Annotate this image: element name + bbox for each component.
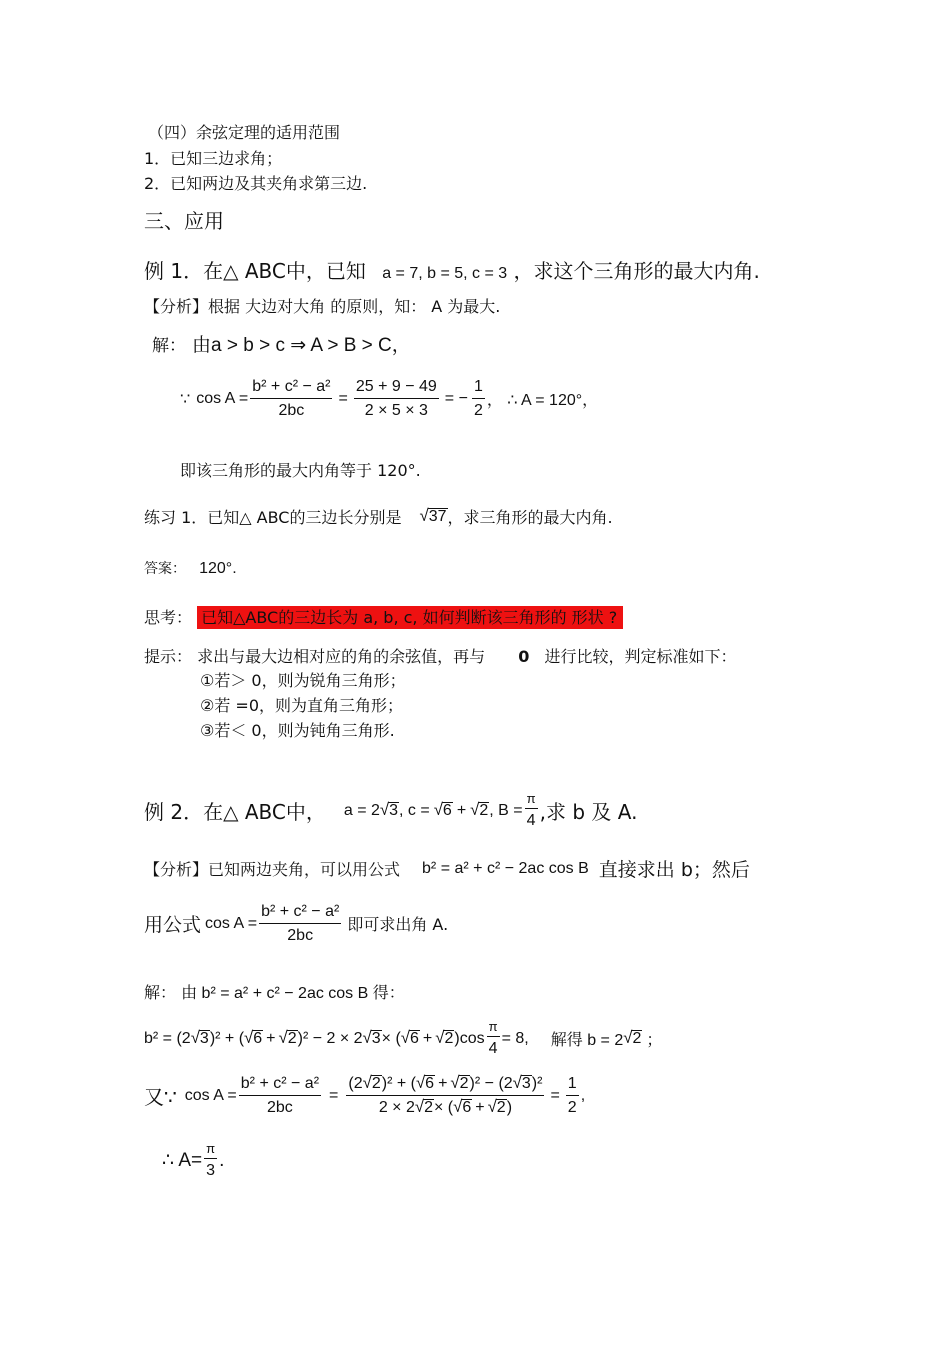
sol2-text: 由 b² = a² + c² − 2ac cos B 得： [181,985,405,1002]
example2-b-squared [144,1020,662,1058]
b2-fraction-pi-4: $\frac{\pi}{4}$ [488,1019,498,1058]
example2-solution-intro [144,980,405,1003]
solution-prefix: 解： [152,336,186,356]
b2-plus1: + [266,1029,276,1047]
half-end: , [580,1086,586,1104]
think-label: 思考： [144,608,193,627]
exercise1-label: 练习 1．已知△ ABC的三边长分别是 [144,508,402,527]
fraction-half-num: 1 [472,378,485,399]
big-eq: = [329,1086,339,1104]
b2-end: ； [646,1032,663,1050]
analysis2-formula: b² = a² + c² − 2ac cos B [422,859,589,877]
b2-mid3: × ( [381,1029,401,1047]
b2-eq: = 8, [501,1029,529,1047]
fraction-law-den: 2bc [278,401,305,419]
b2-mid2: )² − 2 × 2 [297,1029,363,1047]
use-tail: 即可求出角 A. [347,915,449,935]
example2-final [162,1142,224,1180]
sqrt-37: √ 37 [419,505,447,525]
section-apply-title: 三、应用 [144,209,224,233]
example1-analysis [144,294,500,317]
ex2-ask: ,求 b 及 A. [539,800,638,825]
final-prefix: ∴ A= [162,1150,203,1172]
exercise1-question: ，求三角形的最大内角. [447,508,613,527]
example1-label: 例 1．在△ ABC中，已知 [144,259,366,283]
equals-1: = [338,389,348,407]
sol2-label: 解： [144,983,177,1002]
because-symbol: ∵ [180,390,191,408]
b2-sqrt-2-a: √ 2 [278,1028,297,1048]
analysis2-text: 已知两边夹角，可以用公式 [208,860,401,879]
exercise1-line [144,505,613,528]
sqrt-2: √ 2 [470,800,489,820]
big-fraction-den: 2 × 2 √ 2 × ( √ 6 + √ 2 ) [378,1096,513,1116]
fraction-pi-4: $\frac{\pi}{4}$ [526,791,536,830]
ex2-b-part: , B = [489,801,523,819]
big-fraction-num: (2 √ 2 )² + ( √ 6 + √ 2 )² − (2 √ 3 )² [346,1075,544,1096]
think-line [144,605,623,628]
sqrt-6: √ 6 [433,800,452,820]
ex2-c-part: , c = [399,801,430,819]
hint-label: 提示： [144,647,193,666]
b2-sqrt-6-b: √ 6 [400,1028,419,1048]
ex2-plus: + [456,801,467,819]
big-fraction [346,1075,544,1117]
final-end: . [219,1149,225,1171]
fraction-law-num: b² + c² − a² [250,378,332,399]
example1-cos-formula [180,378,598,419]
example1-conclusion: 即该三角形的最大内角等于 120°. [180,461,421,480]
b2-sqrt-6-a: √ 6 [244,1028,263,1048]
example1-question: ，求这个三角形的最大内角. [513,259,760,283]
hint-zero: 0 [518,647,530,666]
analysis-text: 根据 大边对大角 的原则，知： A 为最大. [208,297,501,316]
analysis-tag: 【分析】 [144,297,209,316]
half-fraction: $\frac{1}{2}$ [567,1075,577,1116]
example1-solution [152,330,411,357]
fraction-use: $\frac{\text{b² + c² − a²}}{2bc}$ [261,903,340,944]
example2-analysis [144,855,750,882]
criterion-right: ②若 =0，则为直角三角形； [200,696,404,715]
analysis2-tail: 直接求出 b；然后 [598,859,750,881]
example1-line [144,255,760,284]
therefore-result: ， ∴ A = 120°， [486,392,599,410]
think-highlight: 已知△ABC的三边长为 a, b, c, 如何判断该三角形的 形状 ? [197,606,623,629]
ex2-a-part: a = 2 [343,801,380,819]
use-cos: cos A = [205,914,258,932]
answer-value: 120°. [199,560,237,577]
b2-solve: 解得 b = 2 [550,1032,624,1050]
example2-cosA-line [144,1075,585,1117]
b2-sqrt-3-a: √ 3 [190,1028,209,1048]
b2-sqrt-2-b: √ 2 [435,1028,454,1048]
use-prefix: 用公式 [144,914,202,937]
b2-plus2: + [422,1029,433,1047]
analysis2-tag: 【分析】 [144,860,209,879]
cosA-label: cos A = [196,389,249,407]
section-scope-title: （四）余弦定理的适用范围 [148,123,341,142]
fraction-law [250,378,332,419]
example2-use-formula [144,903,448,944]
b2-lhs: b² = (2 [144,1029,191,1047]
solution-step: 由a > b > c ⇒ A > B > C， [192,335,411,356]
exercise1-answer [144,558,237,578]
b2-sqrt-2-c: √ 2 [623,1028,642,1048]
final-fraction: $\frac{\pi}{3}$ [206,1141,216,1180]
b2-mid1: )² + ( [209,1029,245,1047]
b2-cos: )cos [454,1029,485,1047]
criterion-acute: ①若＞ 0，则为锐角三角形； [200,671,406,690]
fraction-values-num: 25 + 9 − 49 [354,378,439,399]
again-fraction: $\frac{\text{b² + c² − a²}}{2bc}$ [240,1075,320,1116]
equals-2: = − [444,389,468,407]
example1-condition: a = 7, b = 5, c = 3 [382,265,508,282]
half-eq: = [550,1086,560,1104]
example2-label: 例 2．在△ ABC中， [144,800,326,825]
hint-line [144,644,736,667]
b2-sqrt-3-b: √ 3 [362,1028,381,1048]
scope-item-1: 1．已知三边求角； [144,149,283,168]
hint-text-b: 进行比较，判定标准如下： [544,647,737,666]
fraction-values-den: 2 × 5 × 3 [364,401,428,419]
again-cos: cos A = [184,1086,237,1104]
hint-text-a: 求出与最大边相对应的角的余弦值，再与 [197,647,486,666]
example2-line [144,792,637,830]
fraction-half-den: 2 [473,401,483,419]
scope-item-2: 2．已知两边及其夹角求第三边. [144,174,368,193]
answer-label: 答案： [144,561,186,577]
fraction-values [354,378,439,419]
sqrt-3: √ 3 [379,800,398,820]
criterion-obtuse: ③若＜ 0，则为钝角三角形. [200,721,395,740]
fraction-half [472,378,485,419]
again-label: 又∵ [144,1085,177,1110]
